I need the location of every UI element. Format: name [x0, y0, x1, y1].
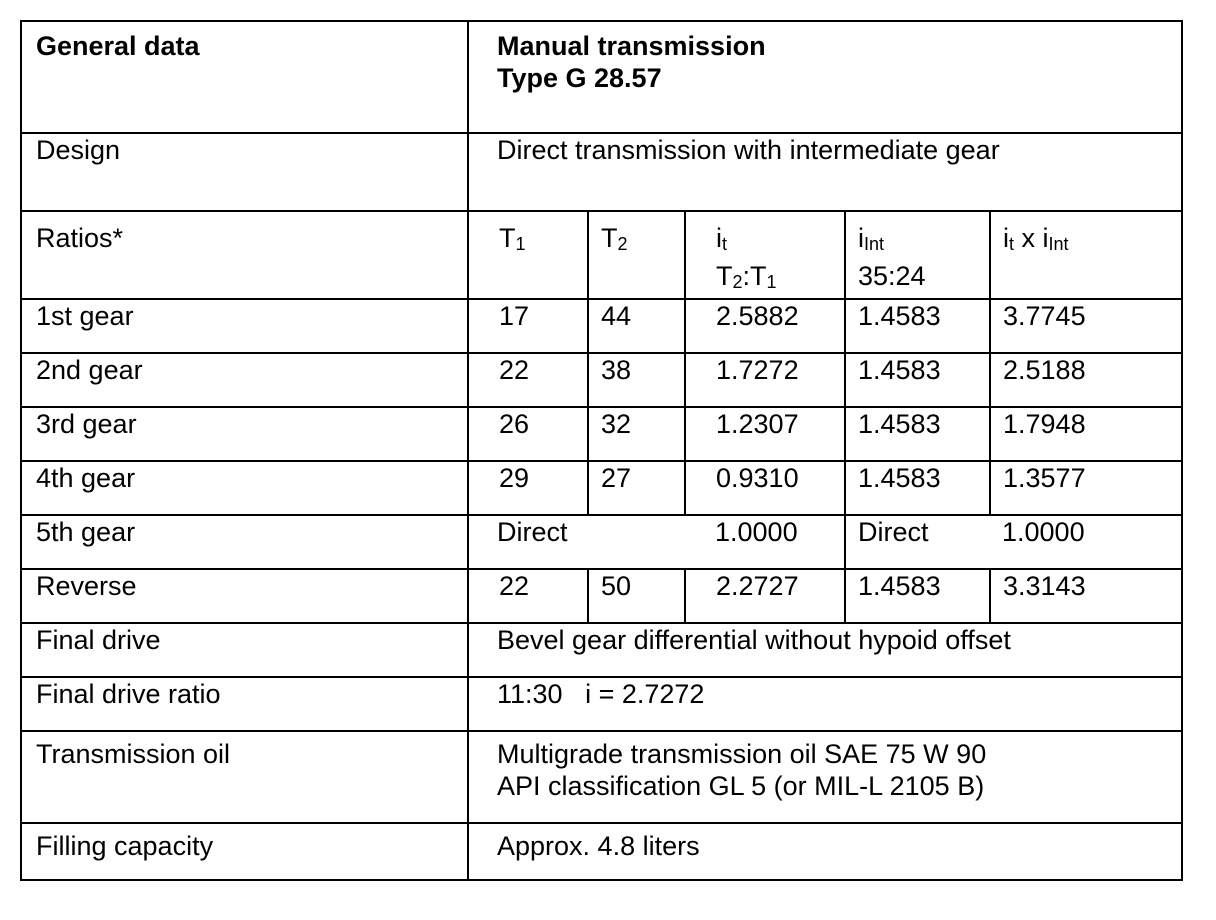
gear-label: 3rd gear [21, 407, 468, 461]
final-drive-label: Final drive [21, 623, 468, 677]
gear-label: 4th gear [21, 461, 468, 515]
gear-product: 1.3577 [990, 461, 1182, 515]
gear-it: 0.9310 [685, 461, 845, 515]
design-value: Direct transmission with intermediate gear [468, 133, 1182, 211]
gear-it: 1.2307 [685, 407, 845, 461]
gear-t2: 27 [588, 461, 685, 515]
final-drive-ratio-value: 11:30 i = 2.7272 [468, 677, 1182, 731]
transmission-oil-line2: API classification GL 5 (or MIL-L 2105 B) [497, 771, 985, 801]
transmission-heading-line2: Type G 28.57 [497, 63, 662, 93]
spec-table [20, 20, 1183, 881]
final-drive-row [21, 623, 1182, 677]
ratios-label: Ratios* [21, 211, 468, 299]
filling-capacity-label: Filling capacity [21, 823, 468, 880]
t2-header: T2 [588, 211, 685, 299]
gear-t1: 29 [468, 461, 588, 515]
transmission-heading-line1: Manual transmission [497, 31, 766, 61]
reverse-iint: 1.4583 [845, 569, 990, 623]
reverse-it: 2.2727 [685, 569, 845, 623]
gear-row-4 [21, 461, 1182, 515]
gear-row-3 [21, 407, 1182, 461]
transmission-oil-value [468, 731, 1182, 823]
header-row [21, 21, 1182, 133]
transmission-oil-line1: Multigrade transmission oil SAE 75 W 90 [497, 739, 987, 769]
final-drive-ratio-label: Final drive ratio [21, 677, 468, 731]
gear-label: 2nd gear [21, 353, 468, 407]
gear-product: 2.5188 [990, 353, 1182, 407]
gear-it: 1.7272 [685, 353, 845, 407]
gear-iint: 1.4583 [845, 299, 990, 353]
transmission-heading [468, 21, 1182, 133]
final-drive-ratio-row [21, 677, 1182, 731]
reverse-product: 3.3143 [990, 569, 1182, 623]
ratios-header-row [21, 211, 1182, 299]
it-header: it T2:T1 [685, 211, 845, 299]
product-header: it x iInt [990, 211, 1182, 299]
reverse-label: Reverse [21, 569, 468, 623]
general-data-heading: General data [21, 21, 468, 133]
gear-iint: 1.4583 [845, 353, 990, 407]
reverse-t1: 22 [468, 569, 588, 623]
gear-iint: 1.4583 [845, 461, 990, 515]
t1-header: T1 [468, 211, 588, 299]
filling-capacity-row [21, 823, 1182, 880]
transmission-oil-label: Transmission oil [21, 731, 468, 823]
design-row [21, 133, 1182, 211]
fifth-direct-a: Direct [468, 515, 685, 569]
gear-it: 2.5882 [685, 299, 845, 353]
gear-label: 5th gear [21, 515, 468, 569]
final-drive-value: Bevel gear differential without hypoid offset [468, 623, 1182, 677]
reverse-t2: 50 [588, 569, 685, 623]
gear-t2: 44 [588, 299, 685, 353]
gear-row-1 [21, 299, 1182, 353]
gear-t1: 17 [468, 299, 588, 353]
gear-label: 1st gear [21, 299, 468, 353]
iint-header: iInt 35:24 [845, 211, 990, 299]
gear-t2: 38 [588, 353, 685, 407]
gear-t2: 32 [588, 407, 685, 461]
fifth-product: 1.0000 [990, 515, 1182, 569]
gear-product: 1.7948 [990, 407, 1182, 461]
gear-product: 3.7745 [990, 299, 1182, 353]
reverse-row [21, 569, 1182, 623]
gear-row-5 [21, 515, 1182, 569]
fifth-direct-b: Direct [845, 515, 990, 569]
transmission-oil-row [21, 731, 1182, 823]
gear-row-2 [21, 353, 1182, 407]
fifth-it: 1.0000 [685, 515, 845, 569]
gear-iint: 1.4583 [845, 407, 990, 461]
gear-t1: 26 [468, 407, 588, 461]
filling-capacity-value: Approx. 4.8 liters [468, 823, 1182, 880]
gear-t1: 22 [468, 353, 588, 407]
design-label: Design [21, 133, 468, 211]
